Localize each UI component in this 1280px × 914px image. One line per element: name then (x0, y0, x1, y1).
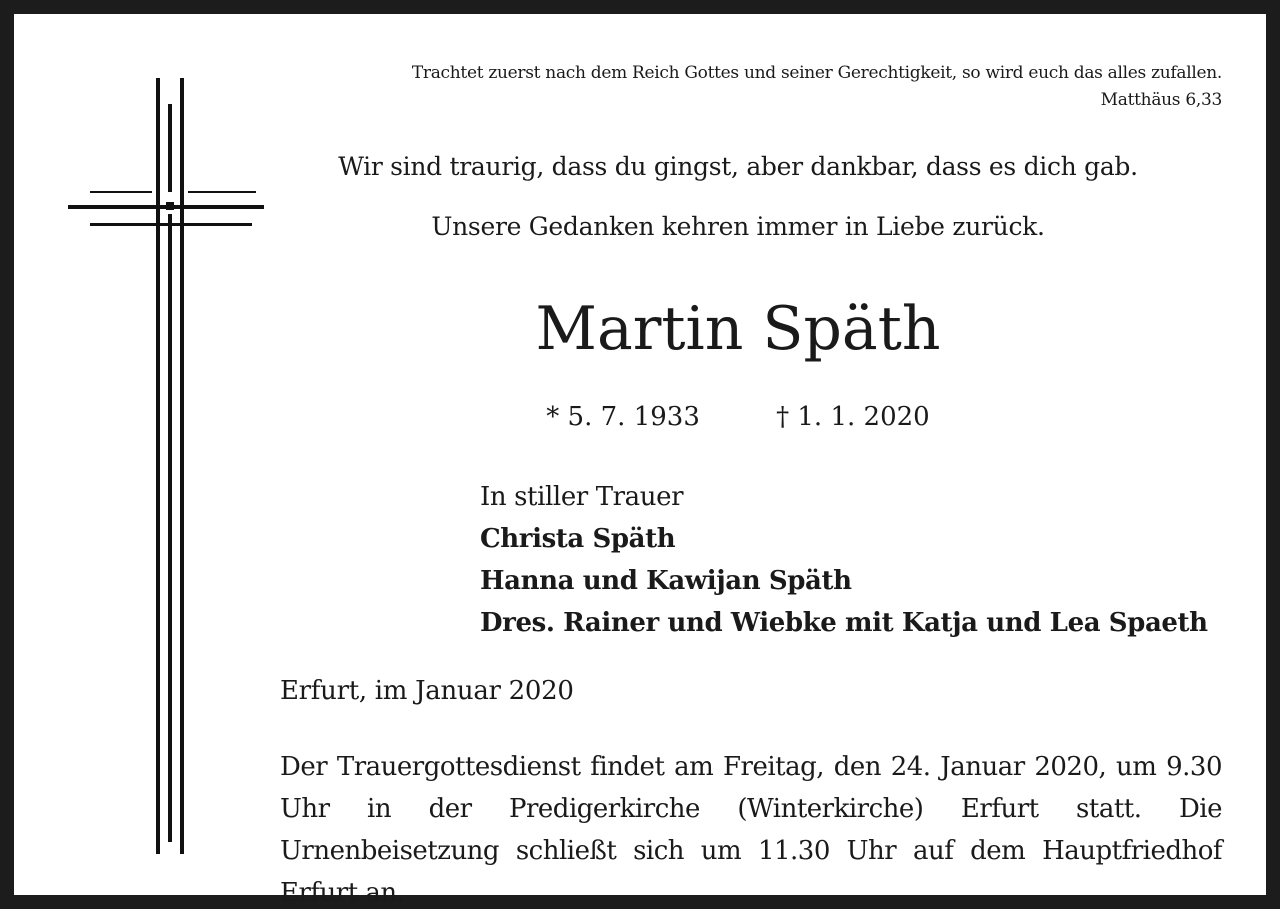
verse-reference: Matthäus 6,33 (1100, 90, 1222, 110)
life-dates (254, 402, 1222, 432)
death-date: † 1. 1. 2020 (776, 402, 930, 432)
mourner-name: Hanna und Kawijan Späth (480, 566, 852, 596)
mourners-block (480, 476, 1208, 644)
service-info: Der Trauergottesdienst findet am Freitag, den 24. Januar 2020, um 9.30 Uhr in der Predigerkirche (Winterkirche) Erfurt statt. Die Urnenbeisetzung schließt sich um 11.30 Uhr auf dem Hauptfriedhof Erfurt an. (280, 752, 1222, 908)
verse-text: Trachtet zuerst nach dem Reich Gottes und seiner Gerechtigkeit, so wird euch das alles zufallen. (411, 63, 1222, 83)
mourner-name: Dres. Rainer und Wiebke mit Katja und Lea Spaeth (480, 608, 1208, 638)
place-date: Erfurt, im Januar 2020 (280, 676, 574, 706)
deceased-name: Martin Späth (535, 294, 941, 364)
cross-icon (54, 64, 264, 854)
mourners-intro: In stiller Trauer (480, 482, 684, 512)
quote-line-2: Unsere Gedanken kehren immer in Liebe zurück. (431, 212, 1045, 241)
bible-verse (254, 60, 1222, 114)
birth-date: * 5. 7. 1933 (546, 402, 700, 432)
mourner-name: Christa Späth (480, 524, 676, 554)
quote-line-1: Wir sind traurig, dass du gingst, aber dankbar, dass es dich gab. (338, 152, 1138, 181)
